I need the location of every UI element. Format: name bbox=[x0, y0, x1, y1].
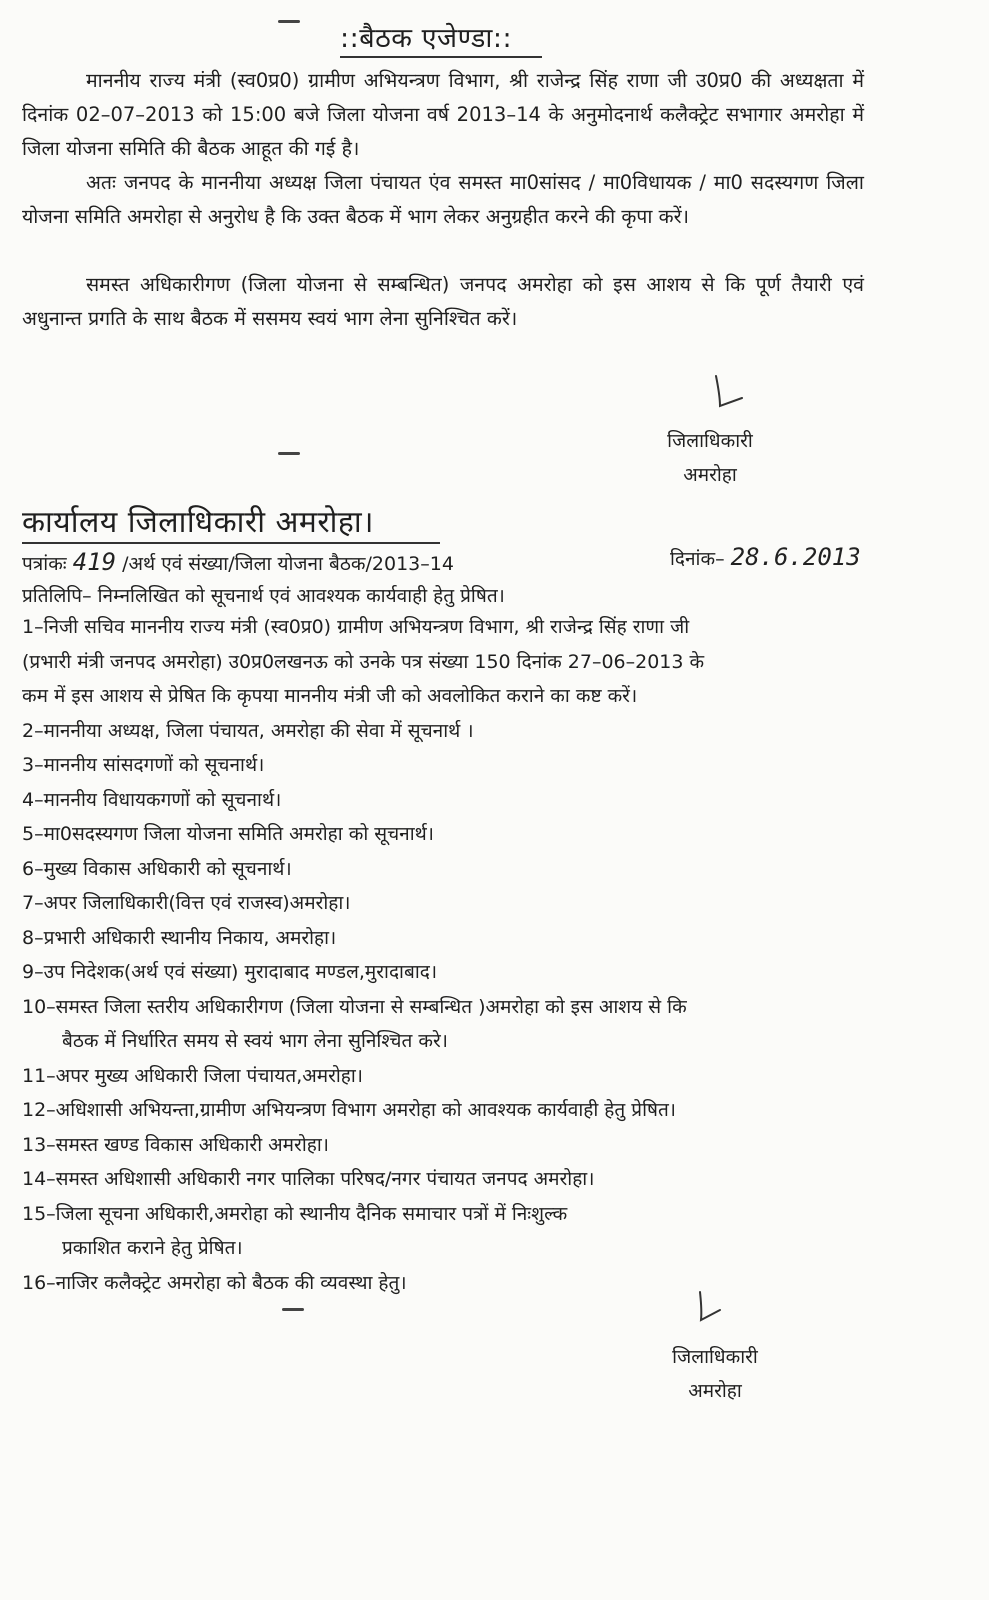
office-heading: कार्यालय जिलाधिकारी अमरोहा। bbox=[22, 505, 374, 540]
list-item: 4–माननीय विधायकगणों को सूचनार्थ। bbox=[22, 788, 282, 811]
list-item-continuation: बैठक में निर्धारित समय से स्वयं भाग लेना सुनिश्चित करे। bbox=[62, 1030, 448, 1052]
punch-mark-top bbox=[278, 20, 300, 23]
punch-mark-bottom bbox=[282, 1308, 304, 1311]
list-item: 16–नाजिर कलैक्ट्रेट अमरोहा को बैठक की व्यवस्था हेतु। bbox=[22, 1271, 407, 1294]
agenda-heading-underline bbox=[340, 56, 542, 58]
agenda-paragraph-3: समस्त अधिकारीगण (जिला योजना से सम्बन्धित) जनपद अमरोहा को इस आशय से कि पूर्ण तैयारी एवं अधुनान्त प्रगति के साथ बैठक में ससमय स्वयं भाग लेना सुनिश्चित करें। bbox=[22, 273, 864, 330]
agenda-signature bbox=[640, 424, 780, 492]
list-item-text: 1–निजी सचिव माननीय राज्य मंत्री (स्व0प्र0) ग्रामीण अभियन्त्रण विभाग, श्री राजेन्द्र सिंह राणा जी bbox=[22, 616, 690, 638]
reference-line bbox=[22, 548, 454, 576]
list-item: 9–उप निदेशक(अर्थ एवं संख्या) मुरादाबाद मण्डल,मुरादाबाद। bbox=[22, 961, 438, 983]
list-item: 8–प्रभारी अधिकारी स्थानीय निकाय, अमरोहा। bbox=[22, 926, 337, 949]
office-signature-title: जिलाधिकारी bbox=[672, 1346, 758, 1368]
punch-mark-middle bbox=[278, 452, 300, 455]
office-signature bbox=[645, 1340, 785, 1408]
list-item bbox=[22, 610, 872, 714]
reference-prefix: पत्रांकः bbox=[22, 553, 67, 575]
list-item: 14–समस्त अधिशासी अधिकारी नगर पालिका परिषद/नगर पंचायत जनपद अमरोहा। bbox=[22, 1168, 595, 1190]
copy-to-line: प्रतिलिपि– निम्नलिखित को सूचनार्थ एवं आवश्यक कार्यवाही हेतु प्रेषित। bbox=[22, 585, 505, 607]
list-item: 7–अपर जिलाधिकारी(वित्त एवं राजस्व)अमरोहा। bbox=[22, 892, 351, 914]
list-item-text: 10–समस्त जिला स्तरीय अधिकारीगण (जिला योजना से सम्बन्धित )अमरोहा को इस आशय से कि bbox=[22, 995, 687, 1018]
list-item bbox=[22, 1197, 872, 1266]
list-item-text: 15–जिला सूचना अधिकारी,अमरोहा को स्थानीय दैनिक समाचार पत्रों में निःशुल्क bbox=[22, 1202, 568, 1225]
agenda-heading: ::बैठक एजेण्डा:: bbox=[340, 23, 513, 54]
list-item: 2–माननीया अध्यक्ष, जिला पंचायत, अमरोहा की सेवा में सूचनार्थ । bbox=[22, 719, 474, 742]
agenda-paragraph-1: माननीय राज्य मंत्री (स्व0प्र0) ग्रामीण अभियन्त्रण विभाग, श्री राजेन्द्र सिंह राणा जी उ0प्र0 की अध्यक्षता में दिनांक 02–07–2013 को 15:00 बजे जिला योजना वर्ष 2013–14 के अनुमोदनार्थ कलैक्ट्रेट सभागार अमरोहा में जिला योजना समिति की बैठक आहूत की गई है। bbox=[22, 69, 864, 160]
office-signature-place: अमरोहा bbox=[688, 1380, 742, 1402]
date-value-handwritten: 28.6.2013 bbox=[730, 543, 861, 571]
list-item: 12–अधिशासी अभियन्ता,ग्रामीण अभियन्त्रण विभाग अमरोहा को आवश्यक कार्यवाही हेतु प्रेषित। bbox=[22, 1099, 677, 1121]
reference-number-handwritten: 419 bbox=[72, 548, 117, 576]
agenda-signature-place: अमरोहा bbox=[683, 464, 737, 486]
signature-mark-2 bbox=[690, 1288, 730, 1328]
office-heading-underline bbox=[22, 542, 440, 544]
agenda-paragraph-2: अतः जनपद के माननीया अध्यक्ष जिला पंचायत एंव समस्त मा0सांसद / मा0विधायक / मा0 सदस्यगण जिला योजना समिति अमरोहा से अनुरोध है कि उक्त बैठक में भाग लेकर अनुग्रहीत करने की कृपा करें। bbox=[22, 171, 864, 228]
list-item: 6–मुख्य विकास अधिकारी को सूचनार्थ। bbox=[22, 857, 292, 880]
reference-suffix: /अर्थ एवं संख्या/जिला योजना बैठक/2013–14 bbox=[122, 553, 454, 575]
list-item: 11–अपर मुख्य अधिकारी जिला पंचायत,अमरोहा। bbox=[22, 1064, 364, 1087]
list-item: 13–समस्त खण्ड विकास अधिकारी अमरोहा। bbox=[22, 1133, 329, 1156]
list-item: 3–माननीय सांसदगणों को सूचनार्थ। bbox=[22, 754, 265, 776]
list-item: 5–मा0सदस्यगण जिला योजना समिति अमरोहा को सूचनार्थ। bbox=[22, 823, 434, 845]
list-item-continuation: प्रकाशित कराने हेतु प्रेषित। bbox=[62, 1237, 243, 1259]
date-line bbox=[670, 543, 861, 571]
list-item-continuation: कम में इस आशय से प्रेषित कि कृपया माननीय मंत्री जी को अवलोकित कराने का कष्ट करें। bbox=[22, 685, 638, 707]
agenda-signature-title: जिलाधिकारी bbox=[667, 430, 753, 452]
signature-mark-1 bbox=[708, 372, 748, 412]
list-item-continuation: (प्रभारी मंत्री जनपद अमरोहा) उ0प्र0लखनऊ को उनके पत्र संख्या 150 दिनांक 27–06–2013 के bbox=[22, 650, 705, 673]
list-item bbox=[22, 990, 872, 1059]
distribution-list bbox=[22, 610, 872, 1300]
date-label: दिनांक– bbox=[670, 548, 725, 570]
